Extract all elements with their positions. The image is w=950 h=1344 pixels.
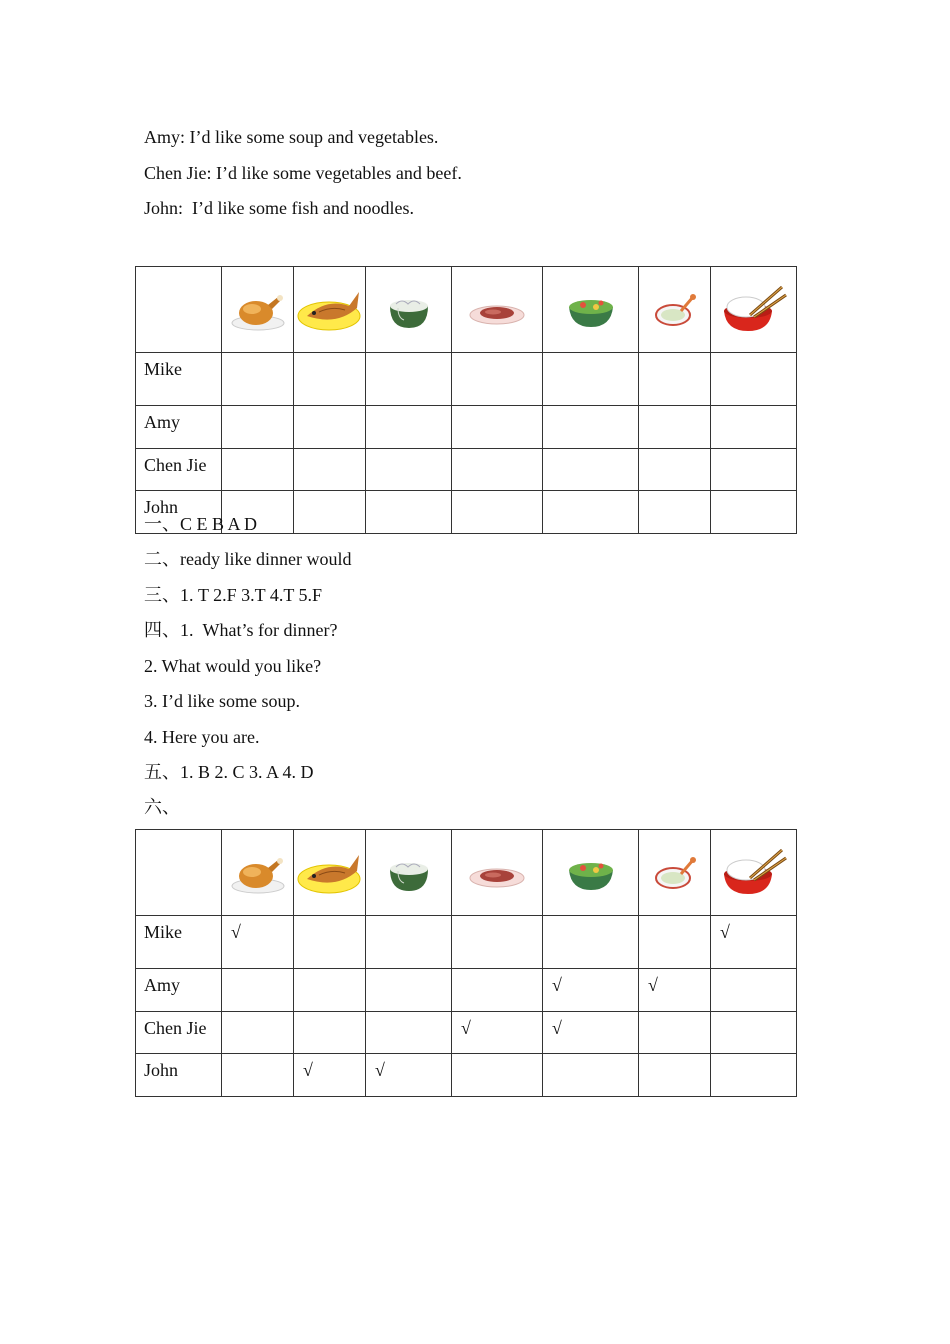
vegetables-icon: [563, 289, 619, 331]
header-blank-cell: [136, 830, 222, 916]
answer-section-3: 三、1. T 2.F 3.T 4.T 5.F: [144, 585, 323, 605]
chicken-icon: [230, 852, 286, 894]
check-cell: √: [452, 1012, 543, 1054]
dialogue-line-amy: Amy: I’d like some soup and vegetables.: [144, 127, 439, 147]
beef-icon: [469, 856, 525, 890]
check-cell: [366, 969, 452, 1012]
row-name: Mike: [136, 916, 222, 969]
check-cell: √: [543, 1012, 639, 1054]
blank-food-table: [135, 266, 797, 534]
header-blank-cell: [136, 267, 222, 353]
row-name: Chen Jie: [136, 449, 222, 491]
answer-section-4-line-2: 2. What would you like?: [144, 656, 322, 676]
check-cell: [366, 916, 452, 969]
answer-food-table: [135, 829, 797, 1097]
check-cell: [711, 1054, 797, 1097]
beef-icon: [469, 293, 525, 327]
check-cell: [543, 1054, 639, 1097]
chicken-icon: [230, 289, 286, 331]
check-cell: √: [366, 1054, 452, 1097]
check-cell: [452, 1054, 543, 1097]
check-cell: [294, 969, 366, 1012]
answer-section-4-line-4: 4. Here you are.: [144, 727, 260, 747]
check-cell: √: [543, 969, 639, 1012]
fish-icon: [297, 286, 363, 334]
noodles-icon: [384, 851, 434, 895]
dialogue-line-chen-jie: Chen Jie: I’d like some vegetables and beef.: [144, 163, 462, 183]
check-cell: [222, 1054, 294, 1097]
check-cell: [452, 916, 543, 969]
check-cell: [222, 969, 294, 1012]
check-cell: [639, 1012, 711, 1054]
check-cell: [711, 1012, 797, 1054]
row-name: Amy: [136, 969, 222, 1012]
answer-section-5: 五、1. B 2. C 3. A 4. D: [144, 762, 314, 782]
row-name: Amy: [136, 406, 222, 449]
noodles-icon: [384, 288, 434, 332]
check-cell: [639, 1054, 711, 1097]
soup-icon: [653, 854, 697, 892]
answer-section-4-line-3: 3. I’d like some soup.: [144, 691, 300, 711]
answer-section-4-line-1: 四、1. What’s for dinner?: [144, 620, 338, 640]
check-cell: √: [711, 916, 797, 969]
check-cell: √: [222, 916, 294, 969]
check-cell: [294, 916, 366, 969]
row-name: John: [136, 1054, 222, 1097]
check-cell: [711, 969, 797, 1012]
check-cell: [452, 969, 543, 1012]
check-cell: [222, 1012, 294, 1054]
check-cell: √: [639, 969, 711, 1012]
check-cell: √: [294, 1054, 366, 1097]
check-cell: [639, 916, 711, 969]
check-cell: [543, 916, 639, 969]
check-cell: [366, 1012, 452, 1054]
soup-icon: [653, 291, 697, 329]
vegetables-icon: [563, 852, 619, 894]
answer-section-2: 二、ready like dinner would: [144, 549, 352, 569]
check-cell: [294, 1012, 366, 1054]
dialogue-line-john: John: I’d like some fish and noodles.: [144, 198, 414, 218]
answer-section-1: 一、C E B A D: [144, 514, 258, 534]
rice-icon: [720, 285, 788, 335]
fish-icon: [297, 849, 363, 897]
row-name: Chen Jie: [136, 1012, 222, 1054]
rice-icon: [720, 848, 788, 898]
answer-section-6: 六、: [144, 797, 180, 817]
row-name: Mike: [136, 353, 222, 406]
row-name: John: [136, 491, 222, 534]
